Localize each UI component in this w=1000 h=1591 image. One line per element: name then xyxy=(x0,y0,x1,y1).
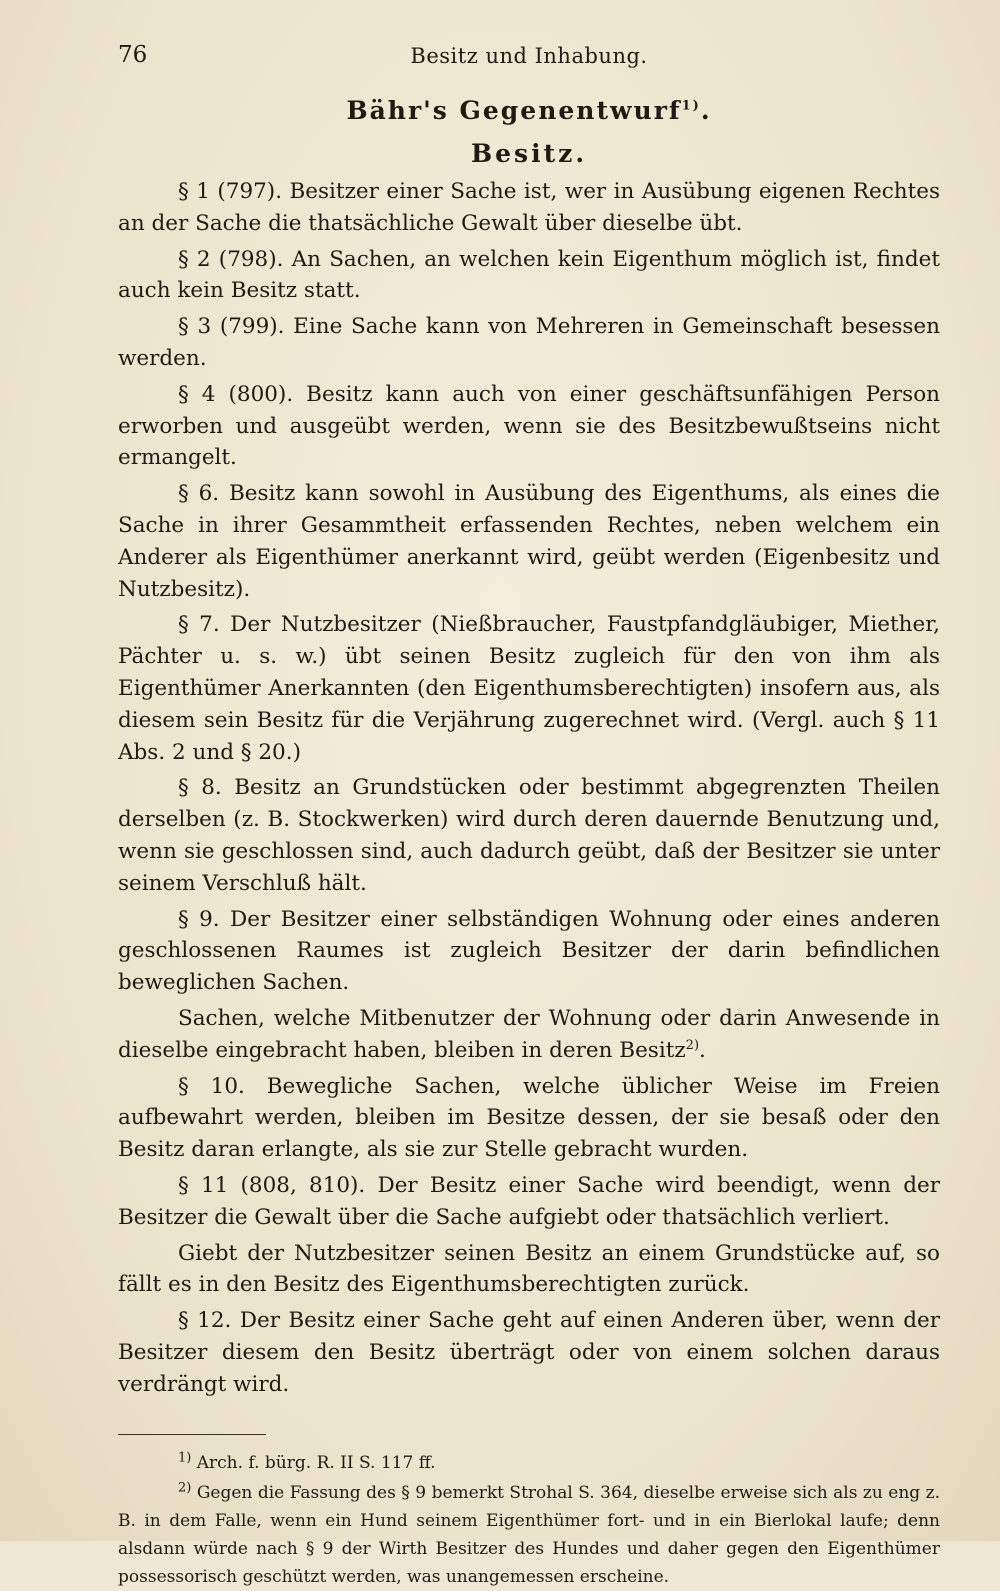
paragraph-par-1: § 1 (797). Besitzer einer Sache ist, wer in Ausübung eigenen Rechtes an der Sache die thatsächliche Gewalt über dieselbe übt. xyxy=(118,179,940,236)
footnote-1-text: Arch. f. bürg. R. II S. 117 ff. xyxy=(196,1453,436,1474)
section-subtitle: Besitz. xyxy=(470,139,588,168)
footnote-2-text: Gegen die Fassung des § 9 bemerkt Strohal S. 364, dieselbe erweise sich als zu eng z. B. in dem Falle, wenn ein Hund seinem Eigenthümer fort- und in ein Bierlokal laufe; denn alsdann würde nach § 9 der Wirth Besitzer des Hundes und daher gegen den Eigenthümer possessorisch geschützt werden, was unangemessen erscheine. xyxy=(118,1483,940,1588)
paragraph-par-11-continued: Giebt der Nutzbesitzer seinen Besitz an einem Grundstücke auf, so fällt es in den Besitz des Eigenthumsberechtigten zurück. xyxy=(118,1240,940,1298)
paragraph-par-4: § 4 (800). Besitz kann auch von einer geschäftsunfähigen Person erworben und ausgeübt werden, wenn sie des Besitzbewußtseins nicht ermangelt. xyxy=(118,381,940,471)
footnote-ref-1: 1) xyxy=(681,98,701,114)
footnote-divider xyxy=(118,1434,266,1435)
footnote-1 xyxy=(118,1449,940,1477)
running-head xyxy=(118,38,940,78)
paragraph-par-8: § 8. Besitz an Grundstücken oder bestimmt abgegrenzten Theilen derselben (z. B. Stockwerken) wird durch deren dauernde Benutzung und, wenn sie geschlossen sind, auch dadurch geübt, daß der Besitzer sie unter seinem Verschluß hält. xyxy=(118,775,940,896)
page-number: 76 xyxy=(118,42,148,68)
footnote-1-mark: 1) xyxy=(178,1450,192,1466)
paragraph-par-3: § 3 (799). Eine Sache kann von Mehreren in Gemeinschaft besessen werden. xyxy=(118,314,940,371)
paragraph-par-6: § 6. Besitz kann sowohl in Ausübung des Eigenthums, als eines die Sache in ihrer Gesammtheit erfassenden Rechtes, neben welchem ein Anderer als Eigenthümer anerkannt wird, geübt werden (Eigenbesitz und Nutzbesitz). xyxy=(118,481,940,602)
section-title-text: Bähr's Gegenentwurf xyxy=(346,96,682,125)
footnote-2-mark: 2) xyxy=(178,1480,192,1496)
paragraph-par-9: § 9. Der Besitzer einer selbständigen Wohnung oder eines anderen geschlossenen Raumes ist zugleich Besitzer der darin befindlichen beweglichen Sachen. xyxy=(118,906,940,996)
paragraph-par-10: § 10. Bewegliche Sachen, welche üblicher Weise im Freien aufbewahrt werden, bleiben im Besitze dessen, der sie besaß oder den Besitz daran erlangte, als sie zur Stelle gebracht wurden. xyxy=(118,1073,940,1163)
paragraph-par-11: § 11 (808, 810). Der Besitz einer Sache wird beendigt, wenn der Besitzer die Gewalt über die Sache aufgiebt oder thatsächlich verliert. xyxy=(118,1172,940,1230)
paragraph-text: Sachen, welche Mitbenutzer der Wohnung oder darin Anwesende in dieselbe eingebracht haben, bleiben in deren Besitz xyxy=(118,1005,940,1063)
footnote-ref-2: 2) xyxy=(685,1037,700,1053)
paragraph-par-9-continued xyxy=(118,1003,940,1067)
paragraph-tail: . xyxy=(699,1037,706,1063)
paragraph-par-7: § 7. Der Nutzbesitzer (Nießbraucher, Faustpfandgläubiger, Miether, Pächter u. s. w.) übt seinen Besitz zugleich für den von ihm als Eigenthümer Anerkannten (den Eigenthumsberechtigten) insofern aus, als diesem sein Besitz für die Verjährung zugerechnet wird. (Vergl. auch § 11 Abs. 2 und § 20.) xyxy=(118,612,940,765)
running-title: Besitz und Inhabung. xyxy=(410,44,648,68)
footnote-2 xyxy=(118,1479,940,1591)
paragraph-par-12: § 12. Der Besitz einer Sache geht auf einen Anderen über, wenn der Besitzer diesem den Besitz überträgt oder von einem solchen daraus verdrängt wird. xyxy=(118,1308,940,1397)
paragraph-par-2: § 2 (798). An Sachen, an welchen kein Eigenthum möglich ist, findet auch kein Besitz statt. xyxy=(118,246,940,304)
section-title: Bähr's Gegenentwurf$^{1)}$. xyxy=(346,96,712,125)
